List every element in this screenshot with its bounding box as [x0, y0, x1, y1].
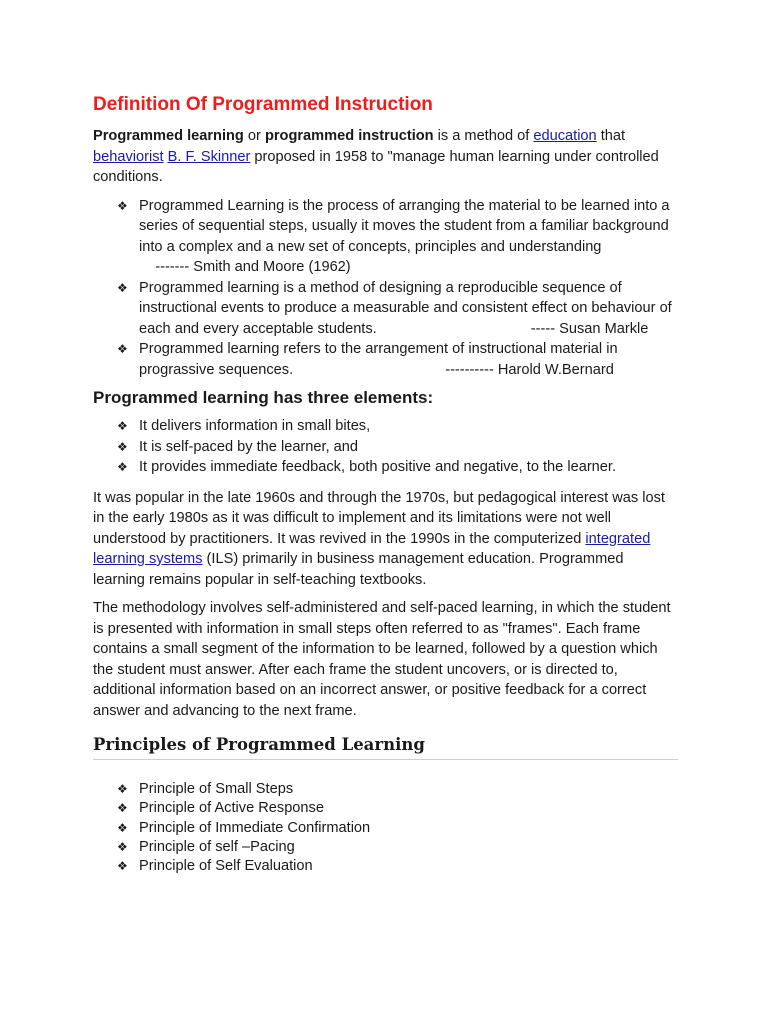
definitions-list — [93, 196, 678, 381]
list-item: ❖ Principle of self –Pacing — [139, 838, 678, 857]
list-item: ❖ Principle of Self Evaluation — [139, 857, 678, 876]
attribution: ---------- Harold W.Bernard — [445, 361, 614, 378]
list-item: ❖ Programmed learning refers to the arrangement of instructional material in prograssive sequences. ---------- Harold W.Bernard — [117, 341, 618, 378]
link-skinner[interactable]: B. F. Skinner — [167, 148, 251, 165]
methodology-paragraph: The methodology involves self-administered and self-paced learning, in which the student is presented with information in small steps often referred to as "frames". Each frame contains a small segment of the information to be learned, followed by a question which the student must answer. After each frame the student uncovers, or is directed to, additional information based on an incorrect answer, or positive feedback for a correct answer and advancing to the next frame. — [93, 600, 671, 719]
diamond-bullet-icon: ❖ — [117, 859, 128, 874]
diamond-bullet-icon: ❖ — [117, 820, 128, 835]
diamond-bullet-icon: ❖ — [117, 342, 128, 356]
list-item: ❖ It is self-paced by the learner, and — [139, 437, 678, 458]
list-item: ❖ Principle of Immediate Confirmation — [139, 819, 678, 838]
list-item: ❖ It provides immediate feedback, both positive and negative, to the learner. — [139, 457, 678, 478]
principles-list — [93, 780, 678, 876]
list-item: ❖ Principle of Active Response — [139, 799, 678, 818]
attribution: ------- Smith and Moore (1962) — [139, 259, 351, 275]
list-item: ❖ Principle of Small Steps — [139, 780, 678, 799]
diamond-bullet-icon: ❖ — [117, 280, 128, 295]
diamond-bullet-icon: ❖ — [117, 198, 128, 213]
intro-paragraph: Programmed learning or programmed instruction is a method of education that behaviorist B. F. Skinner proposed in 1958 to "manage human learning under controlled conditions. — [93, 128, 659, 185]
history-paragraph: It was popular in the late 1960s and through the 1970s, but pedagogical interest was lost in the early 1980s as it was difficult to implement and its limitations were not well understood by practitioners. It was revived in the 1990s in the computerized integrated learning systems (ILS) primarily in business management education. Programmed learning remains popular in self-teaching textbooks. — [93, 489, 665, 588]
list-item: ❖ It delivers information in small bites, — [139, 416, 678, 437]
attribution: ----- Susan Markle — [530, 320, 649, 337]
diamond-bullet-icon: ❖ — [117, 439, 128, 454]
page-title: Definition Of Programmed Instruction — [93, 94, 433, 115]
principles-heading: Principles of Programmed Learning — [93, 733, 678, 760]
term-programmed-learning: Programmed learning — [93, 128, 244, 144]
elements-list — [93, 416, 678, 478]
diamond-bullet-icon: ❖ — [117, 460, 128, 474]
elements-heading: Programmed learning has three elements: — [93, 388, 434, 407]
list-item: ❖ Programmed learning is a method of designing a reproducible sequence of instructional events to produce a measurable and consistent effect on behaviour of each and every acceptable students. ----- Susan Markle — [117, 279, 672, 337]
diamond-bullet-icon: ❖ — [117, 801, 128, 816]
link-integrated-learning-systems[interactable]: integrated learning systems — [93, 530, 651, 567]
diamond-bullet-icon: ❖ — [117, 839, 128, 854]
link-education[interactable]: education — [533, 128, 597, 144]
document-page — [93, 92, 678, 876]
link-behaviorist[interactable]: behaviorist — [93, 148, 164, 165]
term-programmed-instruction: programmed instruction — [264, 128, 434, 144]
diamond-bullet-icon: ❖ — [117, 782, 128, 796]
diamond-bullet-icon: ❖ — [117, 419, 128, 433]
list-item: ❖ Programmed Learning is the process of arranging the material to be learned into a series of sequential steps, usually it moves the student from a familiar background into a complex and a new set of concepts, principles and understanding ------- Smith and Moore (1962) — [117, 197, 670, 275]
